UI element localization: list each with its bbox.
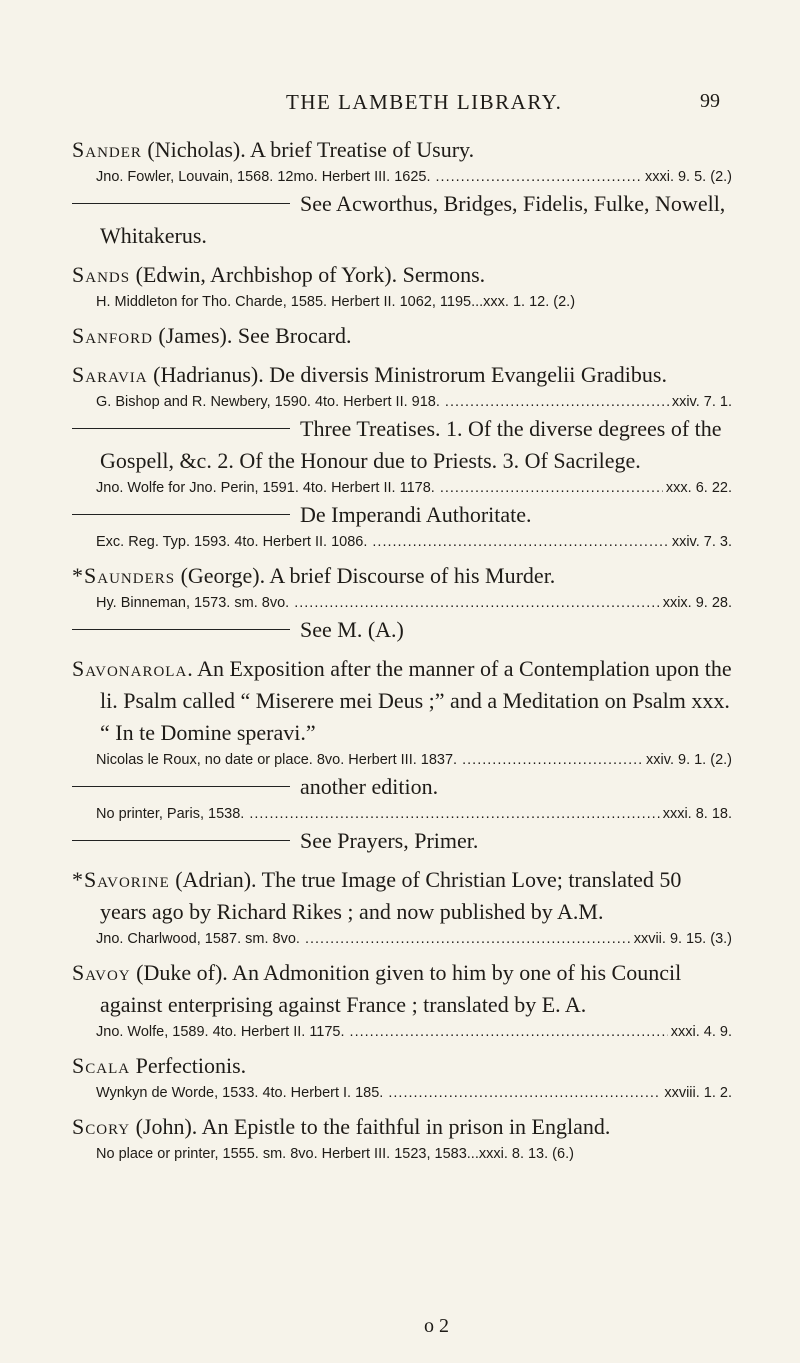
catalogue-entries [72,134,732,1165]
entry-title: (Duke of). An Admonition given to him by one of his Council against enterprising against France ; translated by E. A. [100,960,682,1017]
cross-reference [72,614,732,646]
entry-heading [72,653,732,749]
shelf-mark: xxiv. 7. 3. [671,534,732,550]
sub-entry [72,499,732,531]
sub-entry [72,771,732,803]
imprint-text: No place or printer, 1555. sm. 8vo. Herbert III. 1523, 1583...xxxi. 8. 13. (6.) [96,1146,574,1162]
entry-savonarola [72,653,732,857]
sub-entry-imprint [96,531,732,553]
entry-heading [72,864,732,928]
entry-title: (John). An Epistle to the faithful in prison in England. [130,1114,611,1139]
entry-imprint [96,928,732,950]
entry-scory [72,1111,732,1165]
imprint-text: Wynkyn de Worde, 1533. 4to. Herbert I. 185. ..... [96,1082,661,1104]
imprint-text: Nicolas le Roux, no date or place. 8vo. Herbert III. 1837. ..... [96,749,643,771]
entry-name: Saravia [72,362,148,387]
entry-title: (Edwin, Archbishop of York). Sermons. [130,262,486,287]
signature-mark: o 2 [424,1315,449,1337]
entry-saravia [72,359,732,553]
imprint-text: H. Middleton for Tho. Charde, 1585. Herbert II. 1062, 1195...xxx. 1. 12. (2.) [96,294,576,310]
entry-heading [72,134,732,166]
entry-imprint [96,749,732,771]
running-head [0,90,800,120]
entry-imprint [96,166,732,188]
ditto-rule [72,203,290,204]
entry-imprint [96,1143,732,1165]
entry-imprint [96,391,732,413]
entry-scala [72,1050,732,1104]
entry-heading [72,560,732,592]
entry-savoy [72,957,732,1043]
entry-imprint [96,291,732,313]
imprint-text: G. Bishop and R. Newbery, 1590. 4to. Herbert II. 918. ..... [96,391,669,413]
entry-savorine [72,864,732,950]
entry-imprint [96,1082,732,1104]
entry-heading [72,1111,732,1143]
entry-sanford [72,320,732,352]
entry-saunders [72,560,732,646]
entry-name: Sander [72,137,142,162]
ditto-rule [72,428,290,429]
shelf-mark: xxxi. 9. 5. (2.) [644,169,732,185]
imprint-text: Jno. Charlwood, 1587. sm. 8vo. ..... [96,928,631,950]
imprint-text: Exc. Reg. Typ. 1593. 4to. Herbert II. 1086. ..... [96,531,669,553]
cross-reference-text: See Prayers, Primer. [300,828,479,853]
sub-entry [72,413,732,477]
entry-title: (Nicholas). A brief Treatise of Usury. [141,137,475,162]
shelf-mark: xxix. 9. 28. [662,595,732,611]
shelf-mark: xxxi. 8. 18. [662,806,732,822]
entry-name: Savorine [84,867,170,892]
sub-entry-title: another edition. [300,774,439,799]
shelf-mark: xxiv. 7. 1. [671,394,732,410]
entry-heading [72,259,732,291]
ditto-rule [72,514,290,515]
entry-name: Sanford [72,323,153,348]
entry-title: Perfectionis. [130,1053,247,1078]
imprint-text: Jno. Wolfe, 1589. 4to. Herbert II. 1175. ..... [96,1021,668,1043]
imprint-text: No printer, Paris, 1538. ..... [96,803,660,825]
shelf-mark: xxx. 6. 22. [665,480,732,496]
entry-sander [72,134,732,252]
shelf-mark: xxviii. 1. 2. [664,1085,732,1101]
entry-imprint [96,592,732,614]
cross-reference-text: See Acworthus, Bridges, Fidelis, Fulke, Nowell, Whitakerus. [100,191,726,248]
cross-reference-text: See M. (A.) [300,617,404,642]
entry-title: (Hadrianus). De diversis Ministrorum Evangelii Gradibus. [147,362,667,387]
entry-heading [72,320,732,352]
entry-title: . An Exposition after the manner of a Contemplation upon the li. Psalm called “ Miserere mei Deus ;” and a Meditation on Psalm xxx. “ In te Domine speravi.” [100,656,732,745]
imprint-text: Hy. Binneman, 1573. sm. 8vo. ..... [96,592,660,614]
ditto-rule [72,840,290,841]
entry-imprint [96,1021,732,1043]
entry-title: (George). A brief Discourse of his Murder. [175,563,556,588]
entry-sands [72,259,732,313]
imprint-text: Jno. Fowler, Louvain, 1568. 12mo. Herbert III. 1625. ..... [96,166,642,188]
sub-entry-title: Three Treatises. 1. Of the diverse degrees of the Gospell, &c. 2. Of the Honour due to Priests. 3. Of Sacrilege. [100,416,722,473]
imprint-text: Jno. Wolfe for Jno. Perin, 1591. 4to. Herbert II. 1178. ..... [96,477,663,499]
entry-name: Sands [72,262,131,287]
star-marker: * [72,867,83,892]
entry-heading [72,957,732,1021]
entry-title: (James). See Brocard. [152,323,352,348]
cross-reference [72,188,732,252]
sub-entry-imprint [96,803,732,825]
cross-reference [72,825,732,857]
entry-heading [72,359,732,391]
entry-name: Scala [72,1053,131,1078]
sub-entry-title: De Imperandi Authoritate. [300,502,532,527]
page-number: 99 [700,90,720,112]
ditto-rule [72,786,290,787]
shelf-mark: xxxi. 4. 9. [670,1024,732,1040]
entry-name: Saunders [84,563,176,588]
shelf-mark: xxiv. 9. 1. (2.) [646,752,732,768]
shelf-mark: xxvii. 9. 15. (3.) [633,931,732,947]
star-marker: * [72,563,83,588]
entry-name: Savoy [72,960,131,985]
entry-name: Savonarola [72,656,188,681]
sub-entry-imprint [96,477,732,499]
entry-title: (Adrian). The true Image of Christian Love; translated 50 years ago by Richard Rikes ; and now published by A.M. [100,867,682,924]
ditto-rule [72,629,290,630]
running-title: THE LAMBETH LIBRARY. [286,90,563,114]
entry-heading [72,1050,732,1082]
entry-name: Scory [72,1114,131,1139]
